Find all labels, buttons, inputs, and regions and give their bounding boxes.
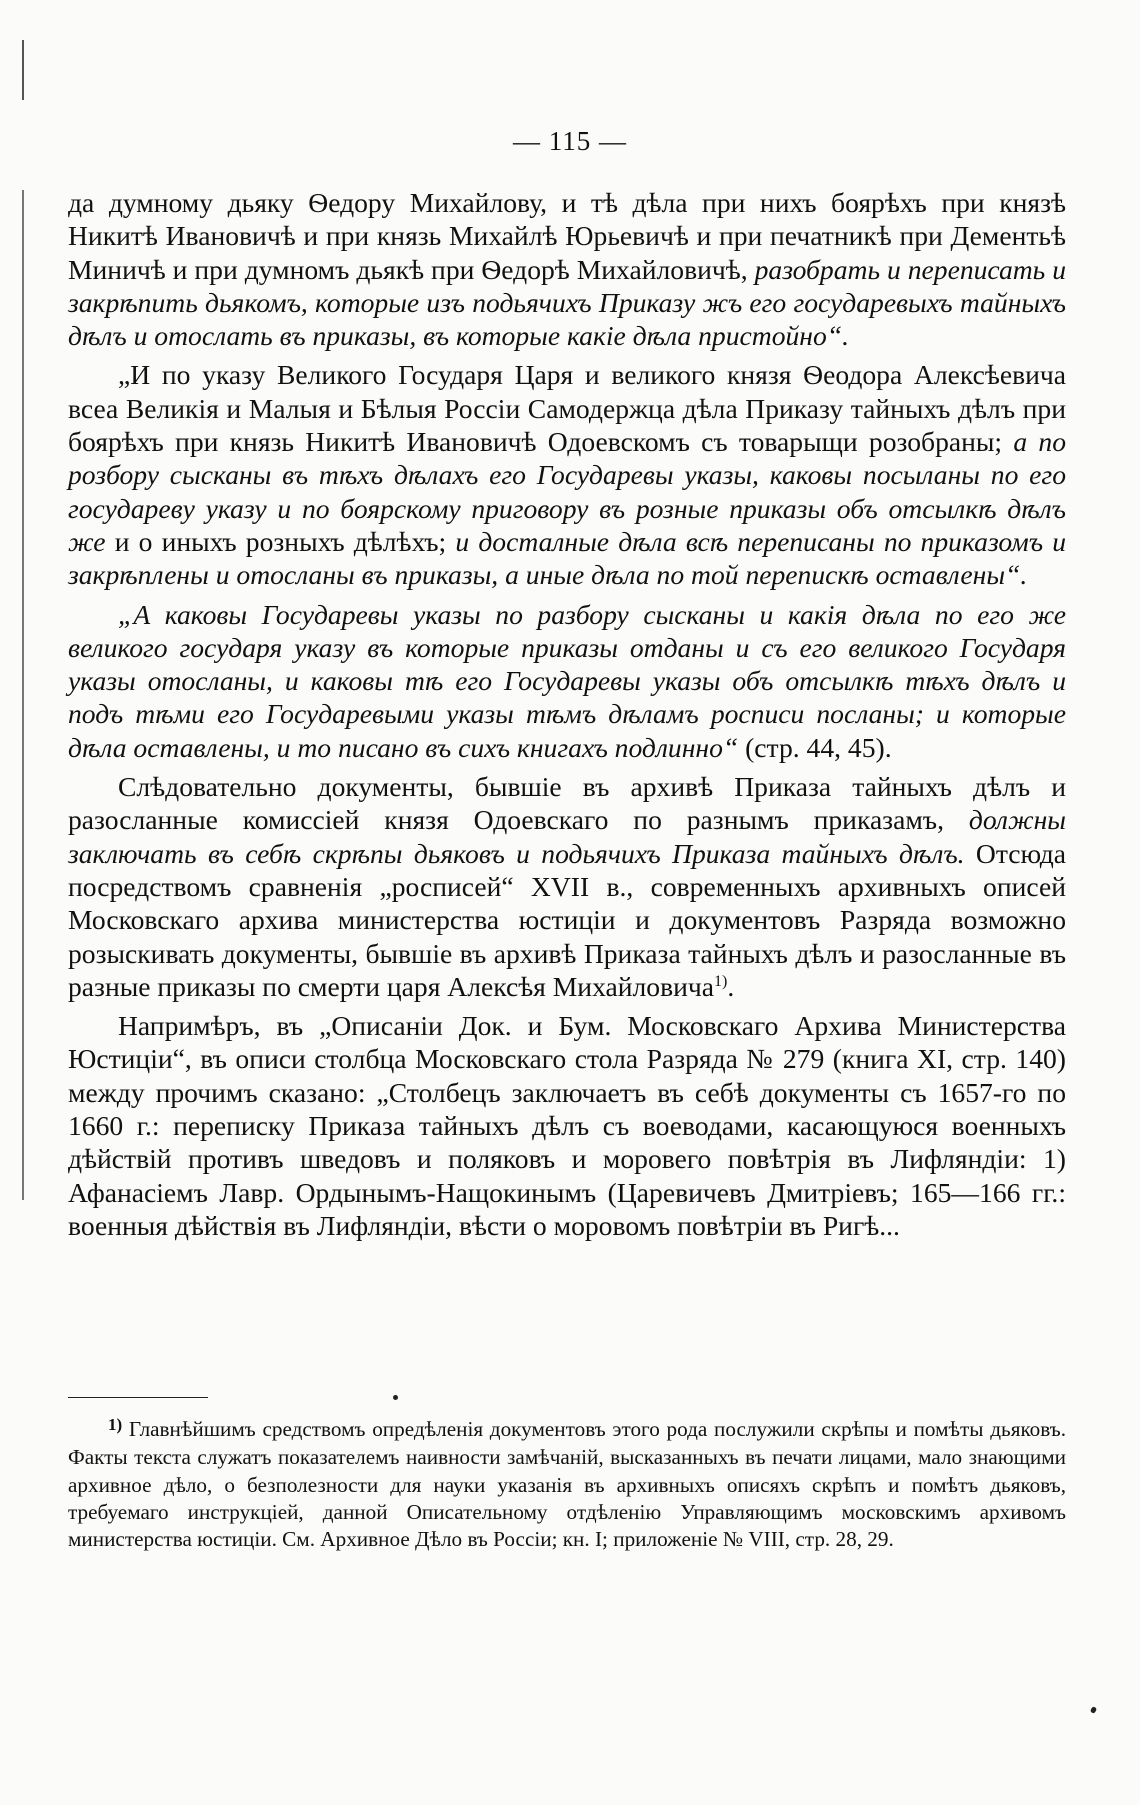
- footnote: [68, 1416, 1066, 1553]
- text-run: „И по указу Великого Государя Царя и великого князя Ѳеодора Алексѣевича всеа Великiя и Малыя и Бѣлыя Россiи Самодержца дѣла Приказу тайныхъ дѣлъ при боярѣхъ при князь Никитѣ Ивановичѣ Одоевскомъ съ товарыщи розобраны;: [68, 359, 1066, 458]
- ink-speck: [393, 1395, 398, 1400]
- paragraph: [68, 186, 1066, 352]
- footnote-reference[interactable]: 1): [714, 972, 728, 990]
- footnote-separator: [68, 1397, 208, 1398]
- binding-edge-line: [22, 190, 24, 1200]
- text-run: Отсюда посредствомъ сравненiя „росписей“ XVII в., современныхъ архивныхъ описей Московскаго архива министерства юстицiи и документовъ Разряда возможно розыскивать документы, бывшiе въ архивѣ Приказа тайныхъ дѣлъ и разосланные въ разные приказы по смерти царя Алексѣя Михайловича: [68, 837, 1067, 1002]
- footnote-marker: 1): [108, 1415, 123, 1434]
- footnote-text: Главнѣйшимъ средствомъ опредѣленiя документовъ этого рода послужили скрѣпы и помѣты дьяковъ. Факты текста служатъ показателемъ наивности замѣчанiй, высказанныхъ въ печати лицами, мало знающими архивное дѣло, о безполезности для науки указанiя въ архивныхъ описяхъ скрѣпъ и помѣтъ дьяковъ, требуемаго инструкцiей, данной Описательному отдѣленiю Управляющимъ московскимъ архивомъ министерства юстицiи. См. Архивное Дѣло въ Россiи; кн. I; приложенiе № VIII, стр. 28, 29.: [68, 1417, 1066, 1552]
- italic-quote: „А каковы Государевы указы по разбору сысканы и какiя дѣла по его же великого государя указу въ которые приказы отданы и съ его великого Государя указы отосланы, и каковы тѣ его Государевы указы объ отсылкѣ тѣхъ дѣлъ и подъ тѣми его Государевыми указы тѣмъ дѣламъ росписи посланы; и которые дѣла оставлены, и то писано въ сихъ книгахъ подлинно“: [68, 598, 1066, 763]
- text-run: .: [727, 970, 735, 1002]
- paragraph: [68, 358, 1066, 591]
- text-run: (стр. 44, 45).: [738, 731, 892, 763]
- binding-edge-line: [22, 40, 24, 100]
- text-run: и о иныхъ розныхъ дѣлѣхъ;: [105, 525, 447, 557]
- italic-quote: должны заключать въ себѣ скрѣпы дьяковъ и подьячихъ Приказа тайныхъ дѣлъ.: [68, 804, 1066, 869]
- page-number: — 115 —: [513, 126, 627, 156]
- main-text: [68, 186, 1066, 1248]
- ink-speck: [1090, 1706, 1097, 1714]
- italic-quote: и досталные дѣла всѣ переписаны по приказомъ и закрѣплены и отосланы въ приказы, а иные дѣла по той перепискѣ оставлены“.: [68, 525, 1066, 591]
- text-run: Слѣдовательно документы, бывшiе въ архивѣ Приказа тайныхъ дѣлъ и разосланные комиссiей князя Одоевскаго по разнымъ приказамъ,: [68, 771, 1066, 836]
- italic-quote: разобрать и переписать и закрѣпить дьякомъ, которые изъ подьячихъ Приказу жъ его государевыхъ тайныхъ дѣлъ и отослать въ приказы, въ которые какiе дѣла пристойно“.: [68, 253, 1066, 352]
- text-run: да думному дьяку Ѳедору Михайлову, и тѣ дѣла при нихъ боярѣхъ при князѣ Никитѣ Ивановичѣ и при князь Михайлѣ Юрьевичѣ и при печатникѣ при Дементьѣ Миничѣ и при думномъ дьякѣ при Ѳедорѣ Михайловичѣ,: [68, 187, 1066, 285]
- italic-quote: а по розбору сысканы въ тѣхъ дѣлахъ его Государевы указы, каковы посыланы по его государеву указу и по боярскому приговору въ розные приказы объ отсылкѣ дѣлъ же: [68, 426, 1067, 557]
- paragraph: Напримѣръ, въ „Описанiи Док. и Бум. Московскаго Архива Министерства Юстицiи“, въ описи столбца Московскаго стола Разряда № 279 (книга XI, стр. 140) между прочимъ сказано: „Столбецъ заключаетъ въ себѣ документы съ 1657-го по 1660 г.: переписку Приказа тайныхъ дѣлъ съ воеводами, касающуюся военныхъ дѣйствiй противъ шведовъ и поляковъ и моровего повѣтрiя въ Лифляндiи: 1) Афанасiемъ Лавр. Ордынымъ-Нащокинымъ (Царевичевъ Дмитрiевъ; 165—166 гг.: военныя дѣйствiя въ Лифляндiи, вѣсти о моровомъ повѣтрiи въ Ригѣ...: [68, 1010, 1066, 1241]
- paragraph: [68, 598, 1066, 764]
- paragraph: [68, 770, 1066, 1003]
